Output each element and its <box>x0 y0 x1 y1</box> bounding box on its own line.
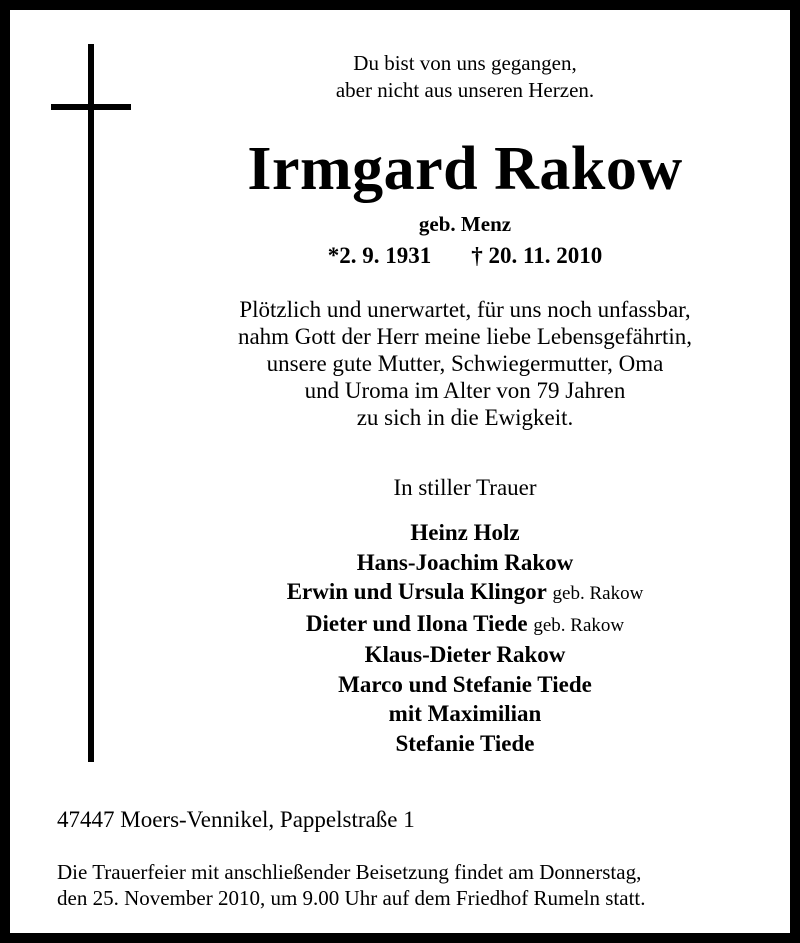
mourner-name: Marco und Stefanie Tiede <box>338 671 592 697</box>
mourner-row <box>140 609 790 641</box>
mourner-row <box>140 699 790 729</box>
death-date: † 20. 11. 2010 <box>471 243 603 268</box>
funeral-line: den 25. November 2010, um 9.00 Uhr auf dem Friedhof Rumeln statt. <box>57 886 646 910</box>
mourner-name: Stefanie Tiede <box>395 730 535 756</box>
mourner-name: Klaus-Dieter Rakow <box>364 642 566 667</box>
mourner-suffix: geb. Rakow <box>533 614 625 636</box>
text-line: und Uroma im Alter von 79 Jahren <box>304 378 626 403</box>
text-line: nahm Gott der Herr meine liebe Lebensgefährtin, <box>237 324 693 349</box>
mourning-label: In stiller Trauer <box>393 475 537 500</box>
mourner-row <box>140 640 790 670</box>
mourner-name: Dieter und Ilona Tiede <box>305 610 528 636</box>
funeral-line: Die Trauerfeier mit anschließender Beisetzung findet am Donnerstag, <box>57 860 642 884</box>
mourner-name: mit Maximilian <box>388 701 542 726</box>
life-dates <box>140 242 790 270</box>
mourner-row <box>140 577 790 609</box>
mourner-row <box>140 548 790 578</box>
motto-line: aber nicht aus unseren Herzen. <box>335 78 595 102</box>
text-line: zu sich in die Ewigkeit. <box>356 405 574 430</box>
maiden-name: geb. Menz <box>418 212 512 236</box>
birth-date: *2. 9. 1931 <box>327 243 432 268</box>
mourner-name: Hans-Joachim Rakow <box>356 549 574 575</box>
mourner-row <box>140 729 790 759</box>
address: 47447 Moers-Vennikel, Pappelstraße 1 <box>57 807 415 832</box>
mourner-name: Erwin und Ursula Klingor <box>286 579 547 604</box>
motto-line: Du bist von uns gegangen, <box>353 51 577 75</box>
text-line: Plötzlich und unerwartet, für uns noch unfassbar, <box>239 297 691 322</box>
text-line: unsere gute Mutter, Schwiegermutter, Oma <box>266 351 664 376</box>
mourners-list <box>140 518 790 758</box>
mourner-suffix: geb. Rakow <box>552 583 644 604</box>
mourner-name: Heinz Holz <box>410 520 520 545</box>
cross-icon-bar <box>51 104 131 110</box>
obituary-card <box>10 10 790 933</box>
mourner-row <box>140 518 790 548</box>
deceased-name: Irmgard Rakow <box>247 135 683 203</box>
motto <box>140 50 790 104</box>
funeral-info <box>57 859 645 911</box>
obituary-text <box>140 296 790 431</box>
cross-icon <box>88 44 94 762</box>
mourner-row <box>140 670 790 700</box>
